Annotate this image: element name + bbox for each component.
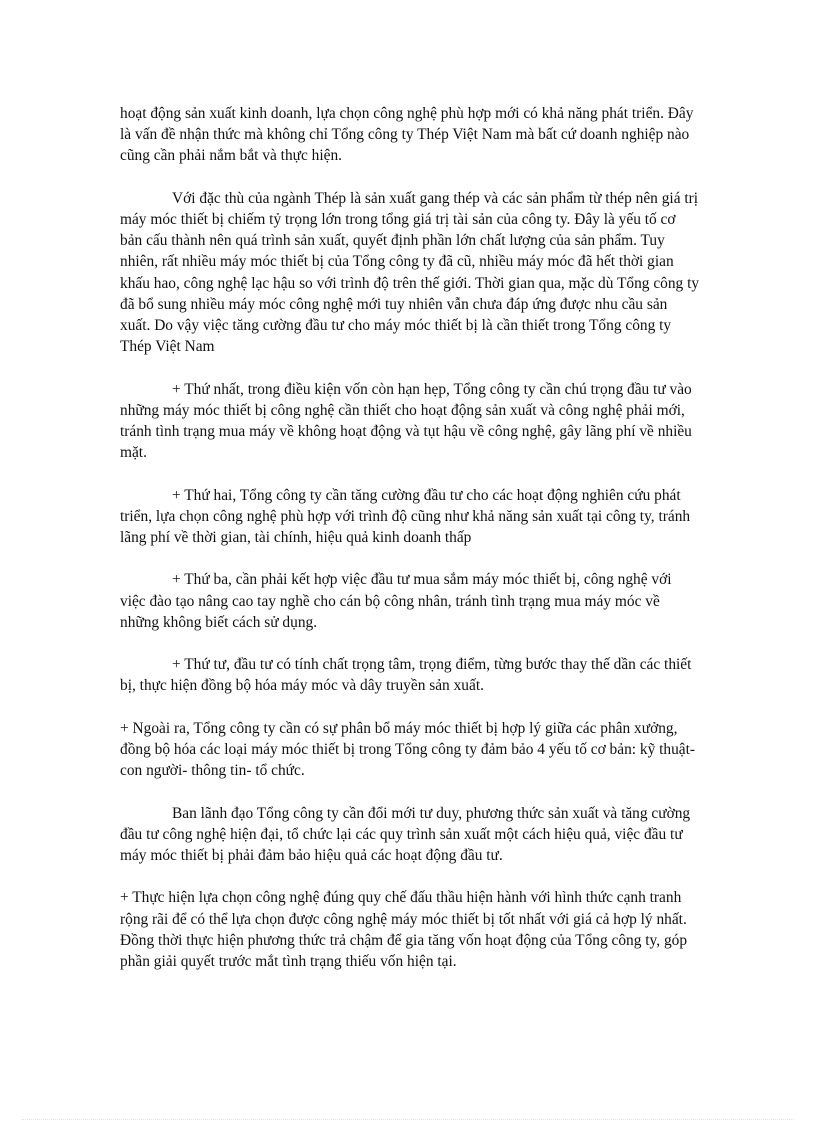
paragraph-3: + Thứ nhất, trong điều kiện vốn còn hạn hẹp, Tổng công ty cần chú trọng đầu tư vào những máy móc thiết bị công nghệ cần thiết cho hoạt động sản xuất và công nghệ phải mới, tránh tình trạng mua máy về không hoạt động và tụt hậu về công nghệ, gây lãng phí về nhiều mặt. (120, 380, 692, 462)
paragraph-7: + Ngoài ra, Tổng công ty cần có sự phân bổ máy móc thiết bị hợp lý giữa các phân xưởng, đồng bộ hóa các loại máy móc thiết bị trong Tổng công ty đảm bảo 4 yếu tố cơ bản: kỹ thuật- con người- thông tin- tổ chức. (120, 719, 696, 780)
page-bottom-divider (22, 1119, 794, 1120)
paragraph-1: hoạt động sản xuất kinh doanh, lựa chọn công nghệ phù hợp mới có khả năng phát triển. Đây là vấn đề nhận thức mà không chỉ Tổng công ty Thép Việt Nam mà bất cứ doanh nghiệp nào cũng cần phải nắm bắt và thực hiện. (120, 105, 694, 165)
body-text (120, 103, 700, 993)
paragraph-5: + Thứ ba, cần phải kết hợp việc đầu tư mua sắm máy móc thiết bị, công nghệ với việc đào tạo nâng cao tay nghề cho cán bộ công nhân, tránh tình trạng mua máy móc về những không biết cách sử dụng. (120, 571, 672, 631)
paragraph-9: + Thực hiện lựa chọn công nghệ đúng quy chế đấu thầu hiện hành với hình thức cạnh tranh rộng rãi để có thể lựa chọn được công nghệ máy móc thiết bị tốt nhất với giá cả hợp lý nhất. Đồng thời thực hiện phương thức trả chậm để gia tăng vốn hoạt động của Tổng công ty, góp phần giải quyết trước mắt tình trạng thiếu vốn hiện tại. (120, 889, 688, 970)
paragraph-4: + Thứ hai, Tổng công ty cần tăng cường đầu tư cho các hoạt động nghiên cứu phát triển, lựa chọn công nghệ phù hợp với trình độ cũng như khả năng sản xuất tại công ty, tránh lãng phí về thời gian, tài chính, hiệu quả kinh doanh thấp (120, 486, 691, 547)
paragraph-8: Ban lãnh đạo Tổng công ty cần đổi mới tư duy, phương thức sản xuất và tăng cường đầu tư công nghệ hiện đại, tổ chức lại các quy trình sản xuất một cách hiệu quả, việc đầu tư máy móc thiết bị phải đảm bảo hiệu quả các hoạt động đầu tư. (120, 804, 691, 864)
paragraph-6: + Thứ tư, đầu tư có tính chất trọng tâm, trọng điểm, từng bước thay thế dần các thiết bị, thực hiện đồng bộ hóa máy móc và dây truyền sản xuất. (120, 656, 692, 695)
paragraph-2: Với đặc thù của ngành Thép là sản xuất gang thép và các sản phẩm từ thép nên giá trị máy móc thiết bị chiếm tỷ trọng lớn trong tổng giá trị tài sản của công ty. Đây là yếu tố cơ bản cấu thành nên quá trình sản xuất, quyết định phần lớn chất lượng của sản phẩm. Tuy nhiên, rất nhiều máy móc thiết bị của Tổng công ty đã cũ, nhiều máy móc đã hết thời gian khấu hao, công nghệ lạc hậu so với trình độ trên thế giới. Thời gian qua, mặc dù Tổng công ty đã bổ sung nhiều máy móc công nghệ mới tuy nhiên vẫn chưa đáp ứng được nhu cầu sản xuất. Do vậy việc tăng cường đầu tư cho máy móc thiết bị là cần thiết trong Tổng công ty Thép Việt Nam (120, 189, 700, 356)
